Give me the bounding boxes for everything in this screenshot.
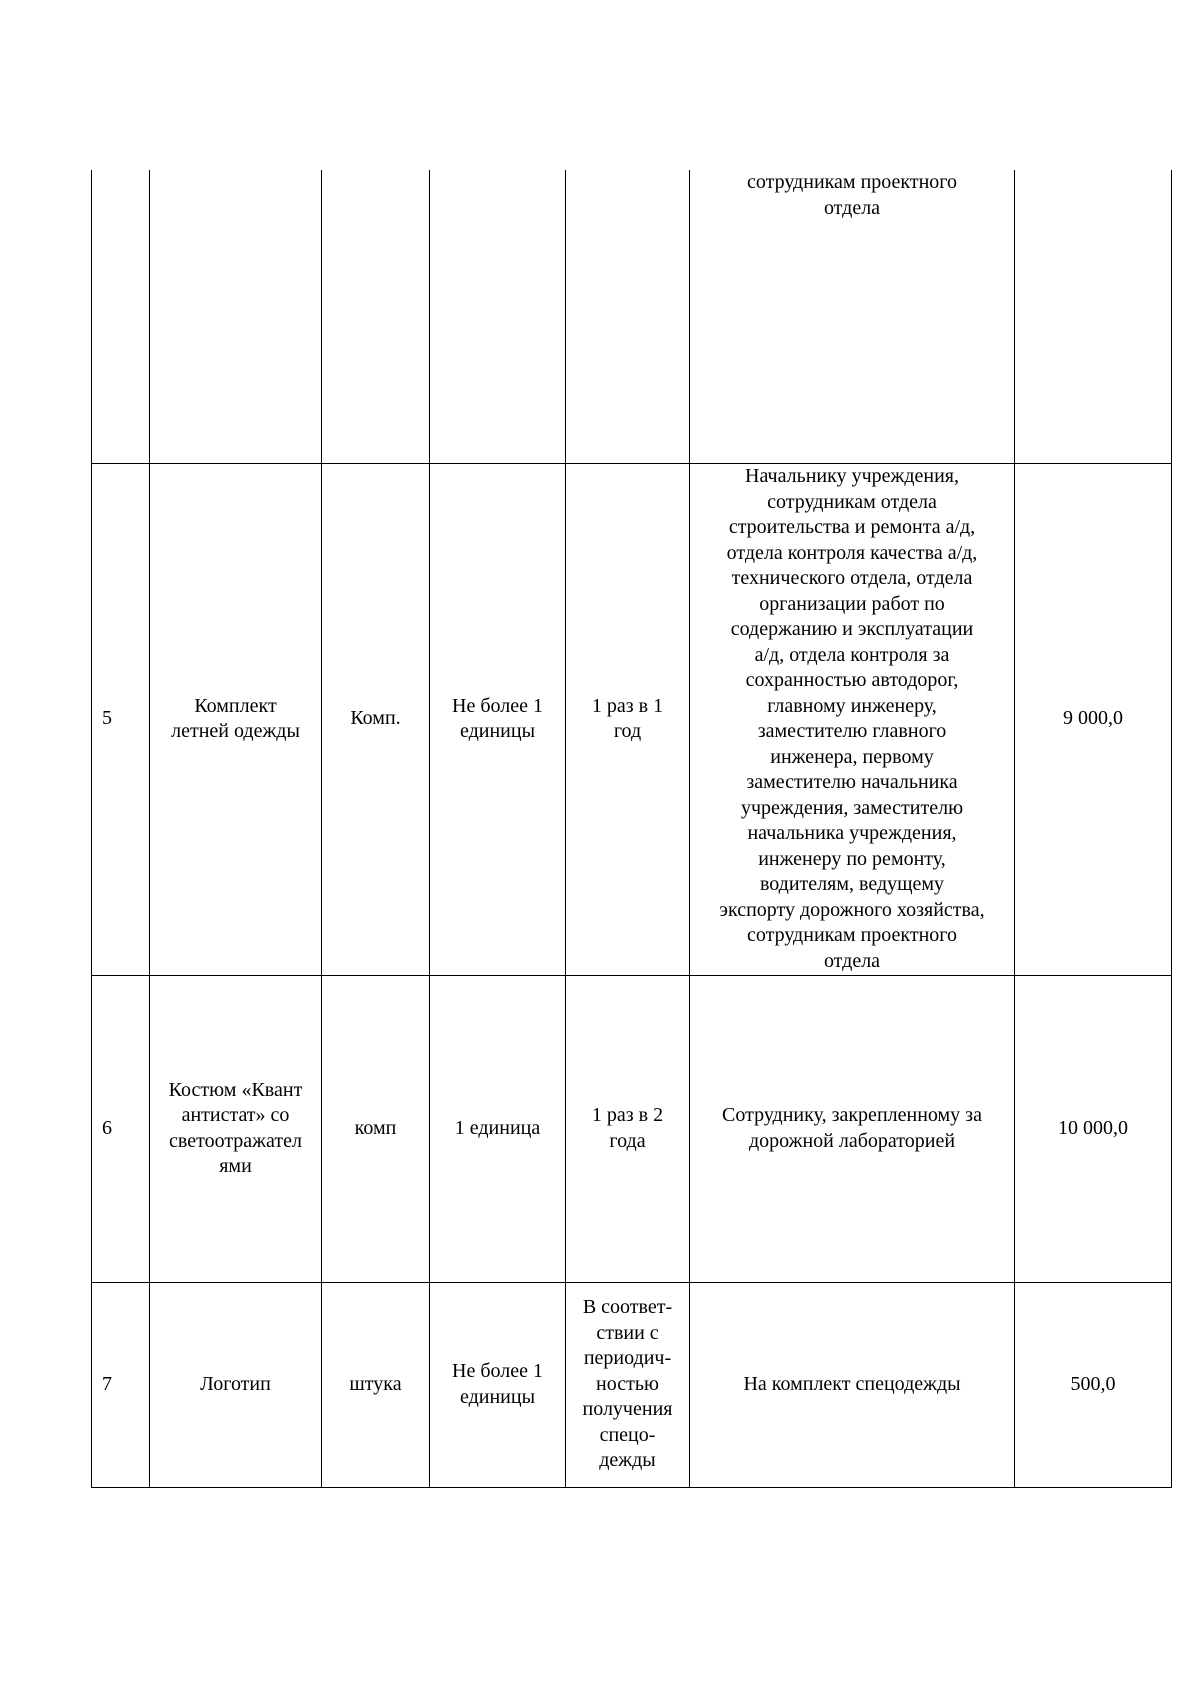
cell-item-name: [150, 1282, 322, 1487]
recipients-line: дорожной лабораторией: [748, 1129, 956, 1152]
recipients-line: главному инженеру,: [767, 694, 937, 717]
recipients-line: отдела: [823, 196, 881, 219]
item-name-line: антистат» со: [181, 1104, 290, 1126]
cell-recipients: [690, 463, 1015, 975]
norm-line: единицы: [459, 1385, 536, 1408]
period-line: спецо-: [599, 1423, 656, 1446]
cell-period: [566, 975, 690, 1282]
cell-unit: комп: [322, 975, 430, 1282]
cell-item-name: [150, 463, 322, 975]
item-name-line: светоотражател: [169, 1129, 302, 1152]
cell-number: [92, 170, 150, 463]
cell-price: [1015, 170, 1172, 463]
recipients-line: содержанию и эксплуатации: [730, 618, 974, 640]
table-row-continued: [92, 170, 1172, 463]
period-line: получения: [582, 1398, 673, 1421]
recipients-line: начальника учреждения,: [747, 822, 957, 844]
recipients-line: заместителю главного: [757, 720, 947, 742]
item-name-line: Логотип: [200, 1372, 271, 1395]
period-line: года: [609, 1129, 646, 1152]
cell-norm: [430, 975, 566, 1282]
cell-period: [566, 463, 690, 975]
recipients-line: инженера, первому: [770, 745, 934, 768]
recipients-line: технического отдела, отдела: [731, 567, 973, 589]
recipients-line: инженеру по ремонту,: [758, 847, 946, 870]
period-line: В соответ-: [582, 1296, 673, 1319]
recipients-line: а/д, отдела контроля за: [754, 643, 950, 666]
recipients-line: сохранностью автодорог,: [745, 669, 959, 691]
recipients-line: сотрудникам отдела: [767, 490, 937, 513]
period-line: год: [613, 720, 642, 742]
item-name-line: Комплект: [194, 694, 277, 717]
period-line: ствии с: [596, 1321, 659, 1344]
cell-recipients: [690, 170, 1015, 463]
recipients-line: экспорту дорожного хозяйства,: [719, 898, 985, 921]
table-row: [92, 1282, 1172, 1487]
recipients-line: учреждения, заместителю: [740, 796, 964, 819]
cell-norm: [430, 170, 566, 463]
cell-norm: [430, 463, 566, 975]
cell-unit: штука: [322, 1282, 430, 1487]
cell-period: [566, 170, 690, 463]
recipients-line: Начальнику учреждения,: [745, 465, 959, 487]
norm-line: Не более 1: [452, 1360, 543, 1382]
recipients-line: строительства и ремонта а/д,: [728, 516, 976, 538]
cell-price: 10 000,0: [1015, 975, 1172, 1282]
cell-period: [566, 1282, 690, 1487]
recipients-line: отдела контроля качества а/д,: [726, 541, 978, 564]
cell-price: 9 000,0: [1015, 463, 1172, 975]
recipients-line: сотрудникам проектного: [746, 171, 958, 193]
recipients-line: заместителю начальника: [746, 771, 958, 793]
table-row: [92, 463, 1172, 975]
item-name-line: Костюм «Квант: [168, 1078, 303, 1101]
cell-number: 7: [92, 1282, 150, 1487]
norm-line: 1 единица: [454, 1116, 541, 1139]
cell-recipients: [690, 1282, 1015, 1487]
specification-table: [91, 170, 1172, 1488]
recipients-line: сотрудникам проектного: [746, 924, 958, 946]
period-line: 1 раз в 2: [591, 1104, 664, 1126]
period-line: дежды: [599, 1449, 656, 1472]
table-row: [92, 975, 1172, 1282]
recipients-line: организации работ по: [759, 592, 945, 615]
cell-item-name: [150, 975, 322, 1282]
norm-line: Не более 1: [452, 694, 543, 717]
cell-price: 500,0: [1015, 1282, 1172, 1487]
recipients-line: отдела: [823, 949, 881, 972]
cell-unit: Комп.: [322, 463, 430, 975]
period-line: периодич-: [583, 1347, 672, 1370]
cell-unit: [322, 170, 430, 463]
item-name-line: летней одежды: [171, 720, 300, 742]
recipients-line: На комплект спецодежды: [743, 1372, 961, 1395]
recipients-line: Сотруднику, закрепленному за: [722, 1104, 982, 1126]
norm-line: единицы: [459, 720, 536, 742]
cell-number: 6: [92, 975, 150, 1282]
cell-item-name: [150, 170, 322, 463]
recipients-line: водителям, ведущему: [759, 873, 945, 895]
item-name-line: ями: [219, 1155, 252, 1177]
period-line: ностью: [596, 1372, 659, 1395]
cell-recipients: [690, 975, 1015, 1282]
period-line: 1 раз в 1: [591, 694, 664, 717]
cell-norm: [430, 1282, 566, 1487]
cell-number: 5: [92, 463, 150, 975]
